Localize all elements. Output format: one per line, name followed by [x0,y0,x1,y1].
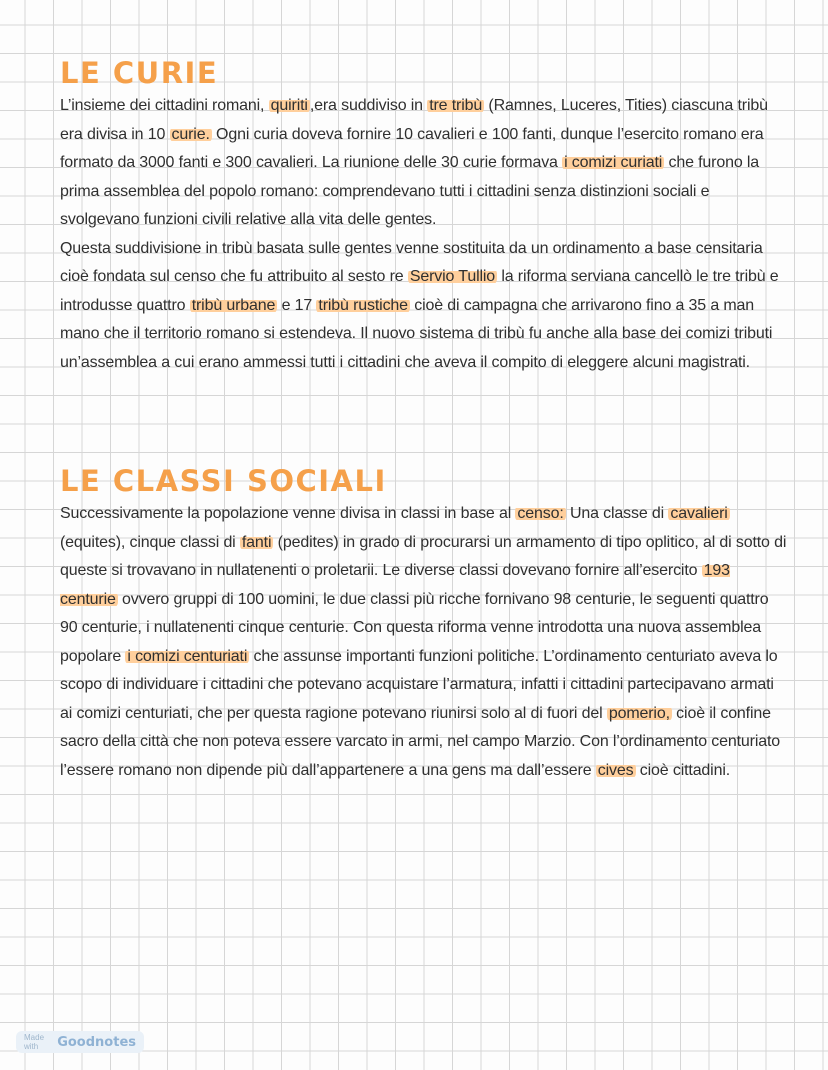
highlighted-term: i comizi curiati [564,154,663,171]
highlighted-term: quiriti [270,97,308,114]
text-run: la riforma serviana cancellò le tre tribù e introdusse quattro [60,268,779,314]
text-run: che assunse importanti funzioni politiche. L’ordinamento centuriato aveva lo scopo di individuare i cittadini che potevano acquistare l’armatura, infatti i cittadini partecipavano armati ai comizi centuriati, che per questa ragione potevano riunirsi solo al di fuori del [60,647,778,722]
highlighted-term: cavalieri [670,505,728,522]
highlighted-term: 193 centurie [60,562,730,608]
goodnotes-brand-label: Goodnotes [57,1034,136,1050]
highlighted-term: tre tribù [429,97,483,114]
made-with-label: Made with [24,1033,45,1051]
highlighted-term: curie. [171,125,210,143]
section-title-curie: LE CURIE [60,56,219,90]
highlighted-term: fanti [241,533,272,551]
highlighted-term: tribù rustiche [318,296,408,314]
highlighted-term: cives [597,761,634,779]
section-curie [60,54,790,377]
section-title-classi-sociali: LE CLASSI SOCIALI [60,464,387,498]
highlighted-term: Servio Tullio [409,268,496,285]
text-run: ,era suddiviso in [309,97,428,114]
paragraph-curie-2 [60,235,790,378]
section-classi-sociali [60,462,790,785]
text-run: (Ramnes, Luceres, Tities) ciascuna tribù era divisa in 10 [60,97,768,143]
text-run: ovvero gruppi di 100 uomini, le due classi più ricche fornivano 98 centurie, le seguenti quattro 90 centurie, i nullatenenti cinque centurie. Con questa riforma venne introdotta una nuova assemblea popolare [60,590,769,665]
highlighted-term: i comizi centuriati [127,647,248,665]
text-run: e 17 [277,296,317,314]
text-run: (pedites) in grado di procurarsi un armamento di tipo oplitico, al di sotto di queste si trovavano in nullatenenti o proletarii. Le diverse classi dovevano fornire all’esercito [60,533,787,579]
text-run: cioè cittadini. [635,761,731,779]
paragraph-classi-1 [60,500,790,785]
highlighted-term: censo: [517,505,564,522]
text-run: (equites), cinque classi di [60,533,240,551]
text-run: Questa suddivisione in tribù basata sulle gentes venne sostituita da un ordinamento a base censitaria cioè fondata sul censo che fu attribuito al sesto re [60,239,763,285]
highlighted-term: pomerio, [608,704,670,722]
text-run: che furono la prima assemblea del popolo romano: comprendevano tutti i cittadini senza distinzioni sociali e svolgevano funzioni civili relative alla vita delle gentes. [60,154,760,228]
text-run: Ogni curia doveva fornire 10 cavalieri e 100 fanti, dunque l’esercito romano era formato da 3000 fanti e 300 cavalieri. La riunione delle 30 curie formava [60,125,764,171]
paragraph-curie-1 [60,92,790,235]
text-run: Successivamente la popolazione venne divisa in classi in base al [60,505,516,522]
text-run: cioè di campagna che arrivarono fino a 35 a man mano che il territorio romano si estendeva. Il nuovo sistema di tribù fu anche alla base dei comizi tributi un’assemblea a cui erano ammessi tutti i cittadini che aveva il compito di eleggere alcuni magistrati. [60,296,773,371]
text-run: cioè il confine sacro della città che non poteva essere varcato in armi, nel campo Marzio. Con l’ordinamento centuriato l’essere romano non dipende più dall’appartenere a una gens ma dall’essere [60,704,781,779]
highlighted-term: tribù urbane [191,296,276,314]
goodnotes-badge [16,1031,144,1053]
text-run: L’insieme dei cittadini romani, [60,97,269,114]
text-run: Una classe di [565,505,669,522]
